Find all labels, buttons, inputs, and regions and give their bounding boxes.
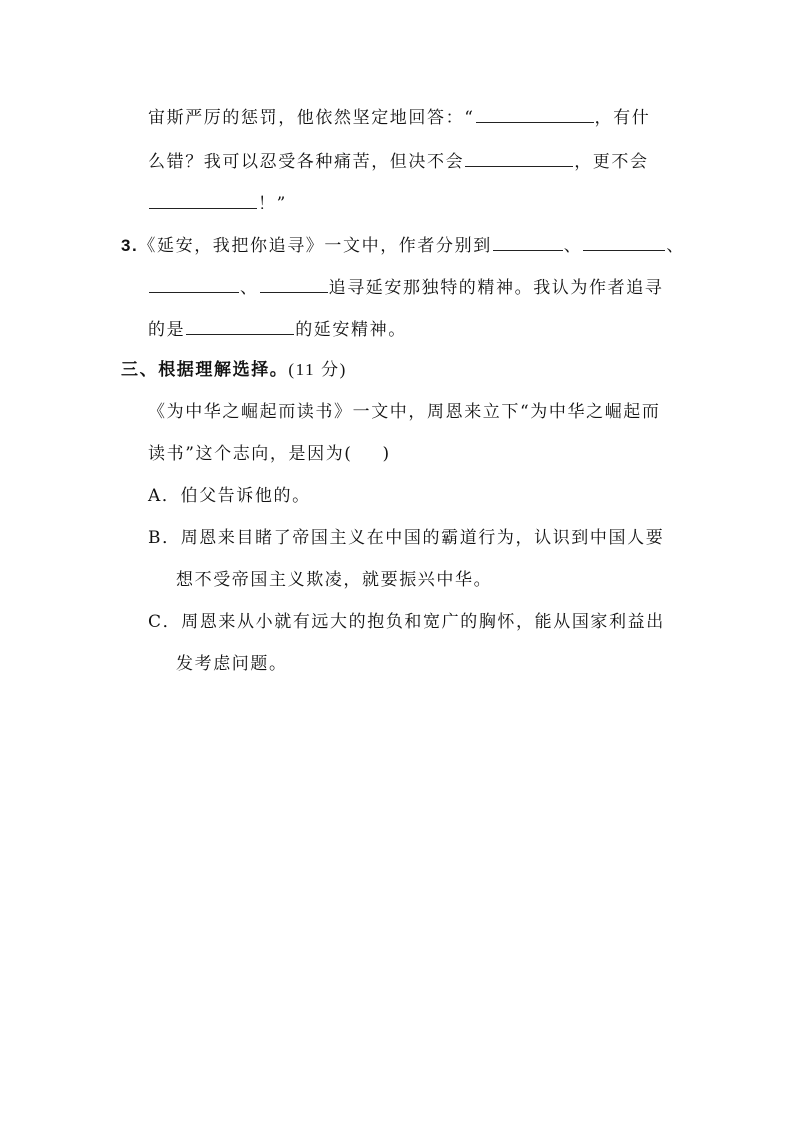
option-c-text-1: 周恩来从小就有远大的抱负和宽广的胸怀，能从国家利益出 [181, 612, 665, 632]
answer-blank[interactable] [149, 274, 239, 293]
option-b-text-1: 周恩来目睹了帝国主义在中国的霸道行为，认识到中国人要 [180, 528, 665, 548]
answer-blank[interactable] [186, 316, 294, 335]
section-3-score: (11 分) [288, 360, 347, 379]
q2-line-2-end: ，更不会 [574, 152, 649, 172]
q2-line-1 [148, 104, 650, 130]
q2-line-1-end: ，有什 [594, 108, 651, 128]
q2-line-2 [148, 148, 649, 174]
section-3-heading [121, 358, 347, 382]
q2-line-3 [148, 190, 287, 216]
answer-blank[interactable] [476, 104, 594, 123]
q2-line-1-text: 宙斯严厉的惩罚，他依然坚定地回答：“ [148, 108, 475, 128]
option-c[interactable] [148, 610, 665, 634]
answer-blank[interactable] [493, 232, 563, 251]
q2-line-2-text: 么错？我可以忍受各种痛苦，但决不会 [148, 152, 465, 172]
option-a-label: A． [148, 486, 181, 506]
answer-blank[interactable] [465, 148, 573, 167]
option-b[interactable] [148, 526, 664, 550]
q3-line-3-end: 的延安精神。 [295, 320, 407, 340]
q3-line-3 [148, 316, 407, 342]
answer-blank[interactable] [583, 232, 665, 251]
q3-line-3-start: 的是 [148, 320, 186, 340]
question-line-2 [148, 442, 391, 466]
option-b-label: B． [148, 528, 181, 548]
question-line-2-end: ) [382, 444, 391, 464]
question-line-2-text: 读书”这个志向，是因为( [148, 444, 353, 464]
q3-sep-3: 、 [240, 278, 259, 298]
q3-line-2-end: 追寻延安那独特的精神。我认为作者追寻 [328, 278, 664, 298]
option-a-text: 伯父告诉他的。 [180, 486, 311, 506]
option-c-label: C． [148, 612, 182, 632]
question-line-1: 《为中华之崛起而读书》一文中，周恩来立下“为中华之崛起而 [148, 402, 661, 422]
q3-sep-2: 、 [666, 236, 686, 256]
option-b-line-2: 想不受帝国主义欺凌，就要振兴中华。 [176, 570, 493, 590]
option-a[interactable] [148, 484, 311, 508]
q3-sep-1: 、 [563, 236, 583, 256]
q3-line-2 [148, 274, 663, 300]
q3-line-1 [121, 232, 685, 258]
answer-blank[interactable] [260, 274, 328, 293]
q2-line-3-end: ！” [258, 194, 287, 214]
answer-blank[interactable] [149, 190, 257, 209]
option-c-line-2: 发考虑问题。 [176, 654, 288, 674]
q3-number: 3. [121, 236, 139, 255]
q3-line-1-text: 《延安，我把你追寻》一文中，作者分别到 [138, 236, 492, 256]
section-3-title: 三、根据理解选择。 [121, 360, 289, 380]
